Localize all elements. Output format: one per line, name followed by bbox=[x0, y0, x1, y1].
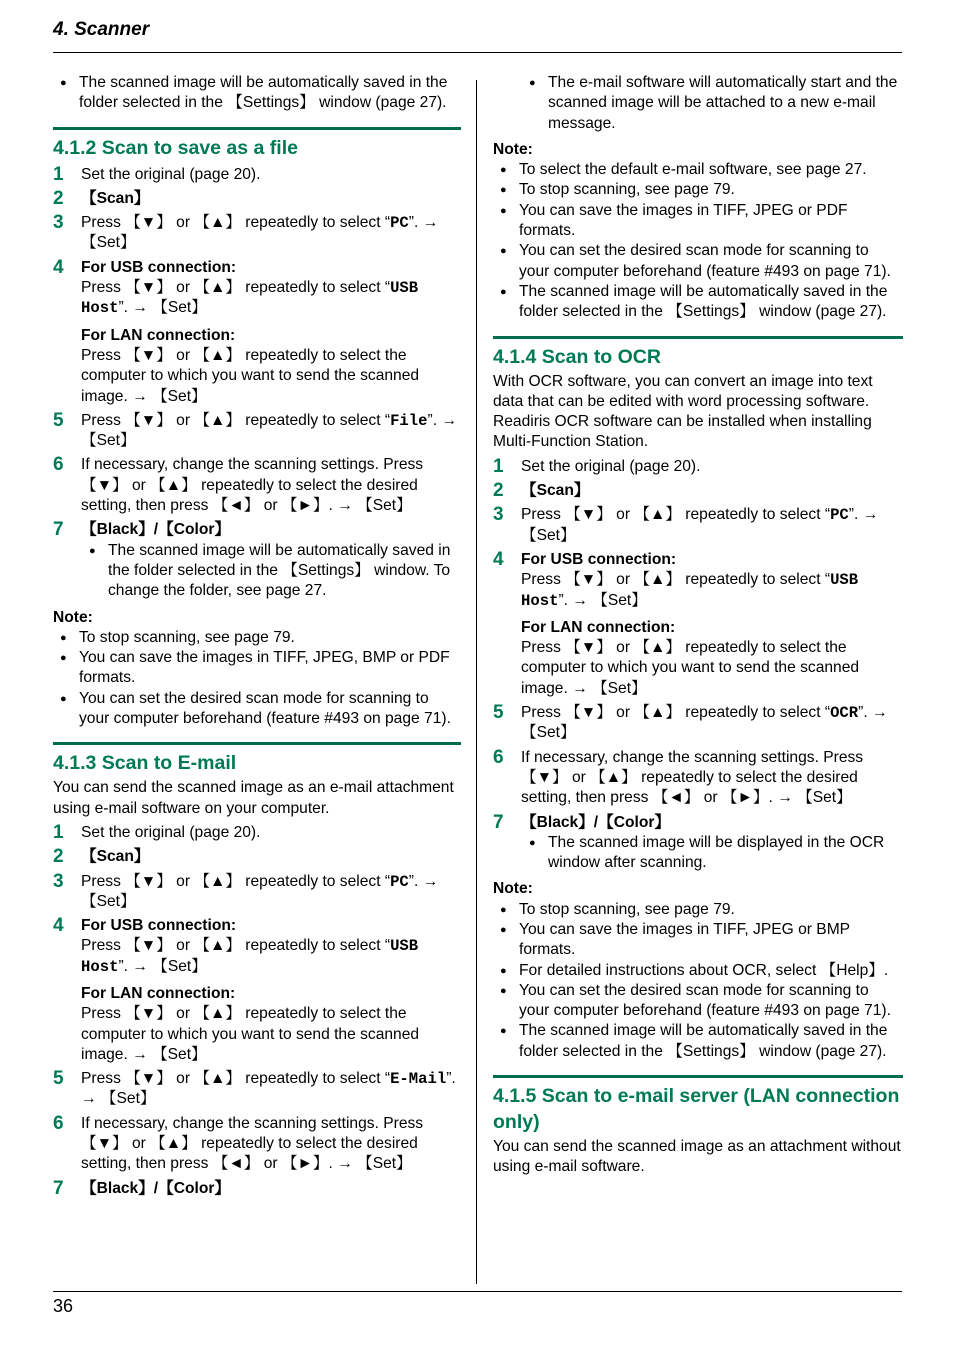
column-divider bbox=[476, 80, 477, 1284]
step-3 bbox=[53, 213, 461, 254]
step-1 bbox=[53, 165, 461, 185]
note-item: ● For detailed instructions about OCR, select 【Help】. bbox=[493, 961, 903, 981]
section-4-1-5 bbox=[493, 1075, 903, 1178]
step-5 bbox=[53, 1069, 461, 1110]
note-item: ● You can set the desired scan mode for scanning to your computer beforehand (feature #493 on page 71). bbox=[493, 981, 903, 1022]
step-4 bbox=[493, 550, 903, 699]
step-4 bbox=[53, 916, 461, 1065]
lan-title: For LAN connection: bbox=[81, 326, 236, 344]
step-number: 7 bbox=[493, 811, 504, 833]
step-text: Set the original (page 20). bbox=[81, 823, 261, 841]
step-number: 1 bbox=[53, 163, 64, 185]
note-item: ● The scanned image will be automatically saved in the folder selected in the 【Settings】 window (page 27). bbox=[493, 1021, 903, 1062]
step-text: Press 【▼】 or 【▲】 repeatedly to select “ bbox=[521, 704, 831, 722]
step-number: 3 bbox=[53, 212, 64, 234]
display-code: OCR bbox=[830, 704, 859, 723]
step-3 bbox=[53, 872, 461, 913]
step-text: ”. → 【Set】 bbox=[521, 506, 879, 544]
display-code: USB Host bbox=[81, 937, 419, 976]
step-6 bbox=[53, 455, 461, 516]
right-column bbox=[493, 73, 903, 1178]
step-text: 【Scan】 bbox=[521, 482, 590, 500]
section-title: 4.1.2 Scan to save as a file bbox=[53, 136, 298, 159]
step-2 bbox=[53, 847, 461, 867]
step-text: Press 【▼】 or 【▲】 repeatedly to select the computer to which you want to send the scanned image. → 【Set】 bbox=[81, 1005, 420, 1063]
step-2 bbox=[53, 189, 461, 209]
step-number: 4 bbox=[493, 548, 504, 570]
step-7 bbox=[493, 813, 903, 833]
step-text: Set the original (page 20). bbox=[521, 457, 701, 475]
step-text: 【Black】/【Color】 bbox=[521, 813, 671, 831]
step-5 bbox=[53, 411, 461, 452]
step-number: 1 bbox=[53, 821, 64, 843]
step-text: 【Black】/【Color】 bbox=[81, 1179, 231, 1197]
usb-title: For USB connection: bbox=[81, 258, 237, 276]
note-item: ● You can set the desired scan mode for scanning to your computer beforehand (feature #493 on page 71). bbox=[493, 241, 903, 282]
step-text: Press 【▼】 or 【▲】 repeatedly to select “ bbox=[81, 279, 391, 297]
step-4 bbox=[53, 258, 461, 407]
lan-title: For LAN connection: bbox=[521, 618, 676, 636]
display-code: E-Mail bbox=[390, 1070, 447, 1089]
note-title: Note: bbox=[493, 880, 533, 898]
step-text: ”. → 【Set】 bbox=[81, 872, 439, 910]
step-text: If necessary, change the scanning settings. Press 【▼】 or 【▲】 repeatedly to select the desired setting, then press 【◄】 or 【►】. → 【Set】 bbox=[81, 1114, 424, 1173]
note-item: ● You can set the desired scan mode for scanning to your computer beforehand (feature #493 on page 71). bbox=[53, 689, 461, 730]
step-text: 【Scan】 bbox=[81, 189, 150, 207]
step-number: 4 bbox=[53, 256, 64, 278]
step-number: 2 bbox=[493, 480, 504, 502]
step-bullet: ● The scanned image will be automatically saved in the folder selected in the 【Settings】 window. To change the folder, see page 27. bbox=[53, 541, 461, 602]
step-text: ”. → 【Set】 bbox=[81, 1070, 456, 1108]
footer-rule bbox=[53, 1291, 902, 1292]
step-7 bbox=[53, 1179, 461, 1199]
section-title: 4.1.3 Scan to E-mail bbox=[53, 752, 237, 775]
step-number: 5 bbox=[493, 702, 504, 724]
section-4-1-2 bbox=[53, 127, 461, 730]
note-title: Note: bbox=[493, 140, 533, 158]
step-text: Press 【▼】 or 【▲】 repeatedly to select the computer to which you want to send the scanned image. → 【Set】 bbox=[521, 639, 860, 697]
section-title: 4.1.4 Scan to OCR bbox=[493, 345, 661, 368]
section-title: 4.1.5 Scan to e-mail server (LAN connection only) bbox=[493, 1085, 900, 1134]
step-text: 【Black】/【Color】 bbox=[81, 521, 231, 539]
step-text: Press 【▼】 or 【▲】 repeatedly to select the computer to which you want to send the scanned image. → 【Set】 bbox=[81, 346, 420, 405]
step-text: ”. → 【Set】 bbox=[81, 214, 439, 252]
step-text: ”. → 【Set】 bbox=[81, 411, 457, 450]
step-number: 3 bbox=[53, 870, 64, 892]
step-text: Press 【▼】 or 【▲】 repeatedly to select “ bbox=[81, 411, 391, 429]
note-item: ● You can save the images in TIFF, JPEG, BMP or PDF formats. bbox=[53, 648, 461, 689]
note-item: ● To stop scanning, see page 79. bbox=[53, 628, 461, 648]
step-number: 2 bbox=[53, 187, 64, 209]
usb-title: For USB connection: bbox=[81, 917, 237, 935]
step-text: ”. → 【Set】 bbox=[118, 299, 207, 317]
step-6 bbox=[493, 748, 903, 809]
step-number: 7 bbox=[53, 1177, 64, 1199]
step-number: 6 bbox=[53, 454, 64, 476]
step-number: 2 bbox=[53, 846, 64, 868]
step-1 bbox=[493, 457, 903, 477]
section-intro: You can send the scanned image as an e-mail attachment using e-mail software on your computer. bbox=[53, 779, 454, 817]
note-item: ● You can save the images in TIFF, JPEG or BMP formats. bbox=[493, 920, 903, 961]
step-text: ”. → 【Set】 bbox=[558, 591, 647, 609]
step-text: Press 【▼】 or 【▲】 repeatedly to select “ bbox=[521, 506, 831, 524]
step-text: Press 【▼】 or 【▲】 repeatedly to select “ bbox=[81, 1070, 391, 1088]
note-item: ● You can save the images in TIFF, JPEG or PDF formats. bbox=[493, 201, 903, 242]
chapter-header: 4. Scanner bbox=[53, 19, 150, 40]
note-item: ● To stop scanning, see page 79. bbox=[493, 900, 903, 920]
section-intro: You can send the scanned image as an attachment without using e-mail software. bbox=[493, 1138, 901, 1176]
step-number: 1 bbox=[493, 455, 504, 477]
step-text: ”. → 【Set】 bbox=[521, 704, 888, 742]
step-3 bbox=[493, 505, 903, 546]
display-code: PC bbox=[390, 872, 409, 891]
step-number: 5 bbox=[53, 1068, 64, 1090]
step-2 bbox=[493, 481, 903, 501]
note-item: ● To stop scanning, see page 79. bbox=[493, 180, 903, 200]
note-title: Note: bbox=[53, 608, 93, 626]
step-text: If necessary, change the scanning settings. Press 【▼】 or 【▲】 repeatedly to select the desired setting, then press 【◄】 or 【►】. → 【Set】 bbox=[81, 456, 424, 515]
usb-title: For USB connection: bbox=[521, 550, 677, 568]
step-number: 4 bbox=[53, 915, 64, 937]
step-text: Set the original (page 20). bbox=[81, 165, 261, 183]
step-number: 5 bbox=[53, 409, 64, 431]
step-number: 6 bbox=[53, 1112, 64, 1134]
note-item: ● The scanned image will be automatically saved in the folder selected in the 【Settings】 window (page 27). bbox=[493, 282, 903, 323]
display-code: PC bbox=[390, 214, 409, 233]
display-code: USB Host bbox=[81, 279, 419, 318]
display-code: USB Host bbox=[521, 571, 859, 610]
step-number: 7 bbox=[53, 519, 64, 541]
step-6 bbox=[53, 1114, 461, 1175]
step-text: Press 【▼】 or 【▲】 repeatedly to select “ bbox=[81, 214, 391, 232]
page-number: 36 bbox=[53, 1296, 74, 1316]
step-number: 3 bbox=[493, 504, 504, 526]
step-1 bbox=[53, 823, 461, 843]
step-text: If necessary, change the scanning settings. Press 【▼】 or 【▲】 repeatedly to select the desired setting, then press 【◄】 or 【►】. → 【Set】 bbox=[521, 748, 864, 807]
note-item: ● To select the default e-mail software, see page 27. bbox=[493, 160, 903, 180]
section-intro: With OCR software, you can convert an image into text data that can be edited with word processing software. Readiris OCR software can be installed when installing Multi-Function Station. bbox=[493, 372, 873, 451]
lan-title: For LAN connection: bbox=[81, 984, 236, 1002]
step-bullet: ● The scanned image will be displayed in the OCR window after scanning. bbox=[493, 833, 903, 874]
step-text: 【Scan】 bbox=[81, 848, 150, 866]
step-text: ”. → 【Set】 bbox=[118, 957, 207, 975]
left-column bbox=[53, 73, 461, 1199]
step-text: Press 【▼】 or 【▲】 repeatedly to select “ bbox=[521, 571, 831, 589]
section-4-1-4 bbox=[493, 336, 903, 1063]
step-number: 6 bbox=[493, 746, 504, 768]
step-text: Press 【▼】 or 【▲】 repeatedly to select “ bbox=[81, 872, 391, 890]
step-7 bbox=[53, 520, 461, 540]
continued-bullet: ● The e-mail software will automatically start and the scanned image will be attached to a new e-mail message. bbox=[493, 73, 903, 134]
step-text: Press 【▼】 or 【▲】 repeatedly to select “ bbox=[81, 937, 391, 955]
header-rule bbox=[53, 52, 902, 53]
display-code: File bbox=[390, 411, 428, 430]
intro-bullet: ● The scanned image will be automatically saved in the folder selected in the 【Settings】 window (page 27). bbox=[53, 73, 461, 114]
display-code: PC bbox=[830, 506, 849, 525]
section-4-1-3 bbox=[53, 742, 461, 1199]
step-5 bbox=[493, 703, 903, 744]
